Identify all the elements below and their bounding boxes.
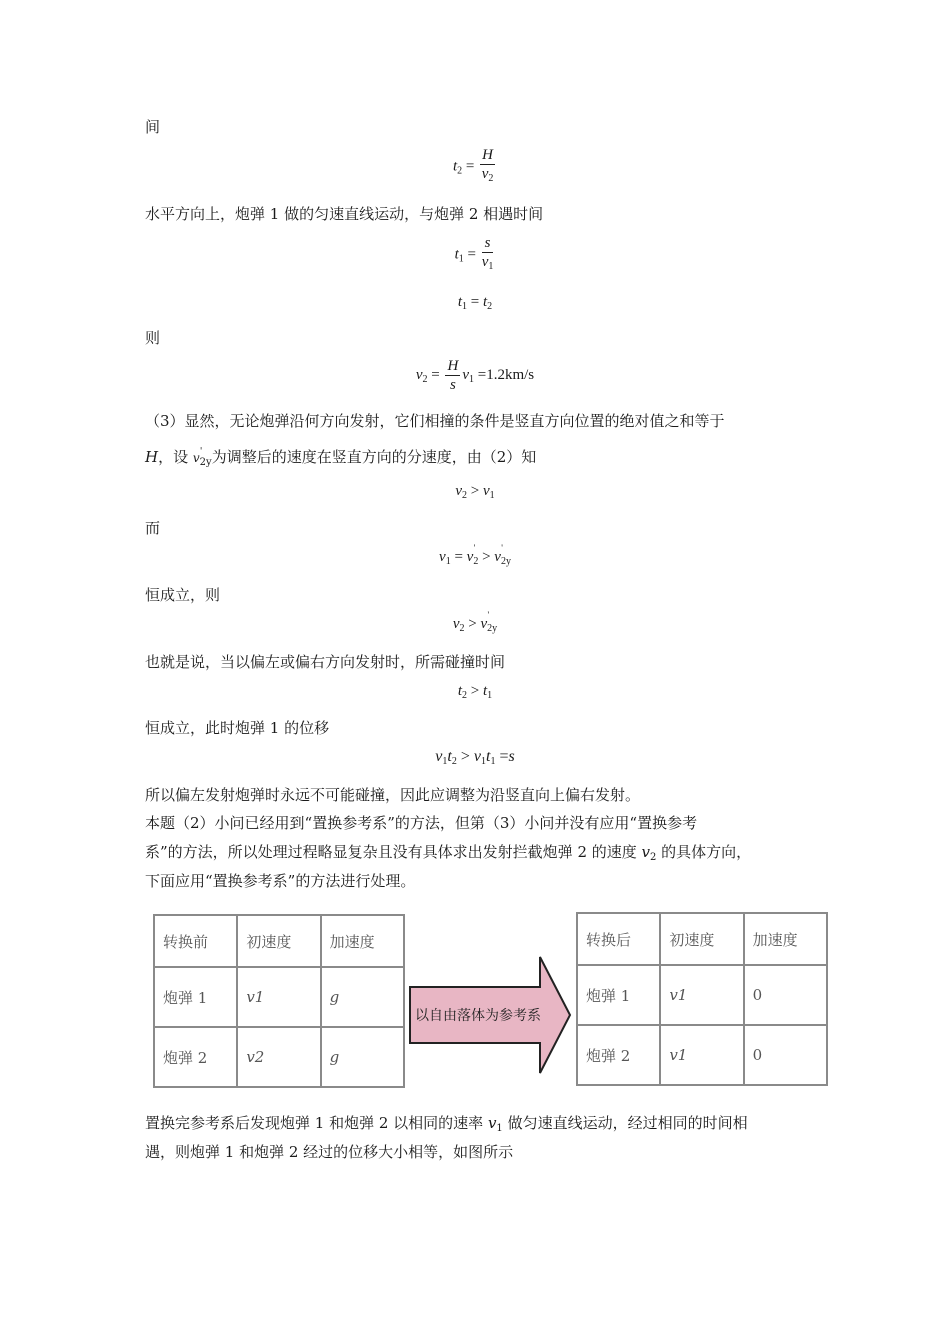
table-cell: v2 [237,1027,320,1087]
table-header-cell: 初速度 [237,915,320,967]
table-row [577,913,827,965]
text-line: 恒成立，此时炮弹 1 的位移 [145,719,330,737]
table-row [154,967,404,1027]
table-header-cell: 加速度 [321,915,404,967]
table-row [577,1025,827,1085]
equation-t2-gt-t1: $t_2 > t_1$ [457,683,493,701]
table-cell: v1 [660,1025,743,1085]
table-cell: v1 [660,965,743,1025]
equation-t1: $t_1$ = $\frac{s}{v_1}$ [454,235,494,272]
table-cell: v1 [237,967,320,1027]
equation-v2-gt-v2y: $v_2 > v$ ' $_{2y}$ [452,610,498,634]
equation-v2: $v_2$ = $\frac{H}{s}$ $v_1 =1.2km/s$ [415,358,535,393]
text-line: 下面应用“置换参考系”的方法进行处理。 [145,872,416,890]
table-before [153,914,405,1088]
table-header-cell: 加速度 [744,913,827,965]
equation-v1-eq-v2prime: $v_1 = v$ ' $_2$ > v ' $_{2y}$ [439,543,511,567]
table-row [154,915,404,967]
text-line: （3）显然，无论炮弹沿何方向发射，它们相撞的条件是竖直方向位置的绝对值之和等于 [145,412,725,430]
text-line: 置换完参考系后发现炮弹 1 和炮弹 2 以相同的速率 $v_1$ 做匀速直线运动，经过相同的时间相 [145,1114,748,1134]
text-line: 间 [145,118,161,136]
text-line: 本题（2）小问已经用到“置换参考系”的方法，但第（3）小问并没有应用“置换参考 [145,814,698,832]
text-line: H，设 v ' $_{2y}$为调整后的速度在竖直方向的分速度，由（2）知 [145,447,537,468]
table-cell: 0 [744,965,827,1025]
text-line: 系”的方法，所以处理过程略显复杂且没有具体求出发射拦截炮弹 2 的速度 $v_2$ 的具体方向， [145,843,752,863]
table-header-cell: 初速度 [660,913,743,965]
table-cell: 炮弹 1 [154,967,237,1027]
equation-displacement: $v_1t_2 > v_1t_1 =s$ [435,748,515,767]
table-row [577,965,827,1025]
text-line: 也就是说，当以偏左或偏右方向发射时，所需碰撞时间 [145,653,506,671]
table-cell: g [321,1027,404,1087]
equation-t1-eq-t2: $t_1 = t_2$ [457,294,493,312]
table-row [154,1027,404,1087]
text-line: 而 [145,519,161,537]
table-cell: 炮弹 2 [154,1027,237,1087]
text-line: 遇，则炮弹 1 和炮弹 2 经过的位移大小相等，如图所示 [145,1143,514,1161]
equation-v2-gt-v1: $v_2 > v_1$ [455,483,495,501]
transform-arrow [408,955,573,1075]
table-header-cell: 转换后 [577,913,660,965]
equation-t2: $t_2$ = $\frac{H}{v_2}$ [453,147,494,184]
table-cell: 炮弹 1 [577,965,660,1025]
table-cell: 炮弹 2 [577,1025,660,1085]
table-cell: g [321,967,404,1027]
text-line: 恒成立，则 [145,586,221,604]
text-line: 所以偏左发射炮弹时永远不可能碰撞，因此应调整为沿竖直向上偏右发射。 [145,786,641,804]
table-after [576,912,828,1086]
table-header-cell: 转换前 [154,915,237,967]
arrow-label: 以自由落体为参考系 [415,1008,541,1024]
text-line: 则 [145,329,161,347]
table-cell: 0 [744,1025,827,1085]
text-line: 水平方向上，炮弹 1 做的匀速直线运动，与炮弹 2 相遇时间 [145,205,544,223]
